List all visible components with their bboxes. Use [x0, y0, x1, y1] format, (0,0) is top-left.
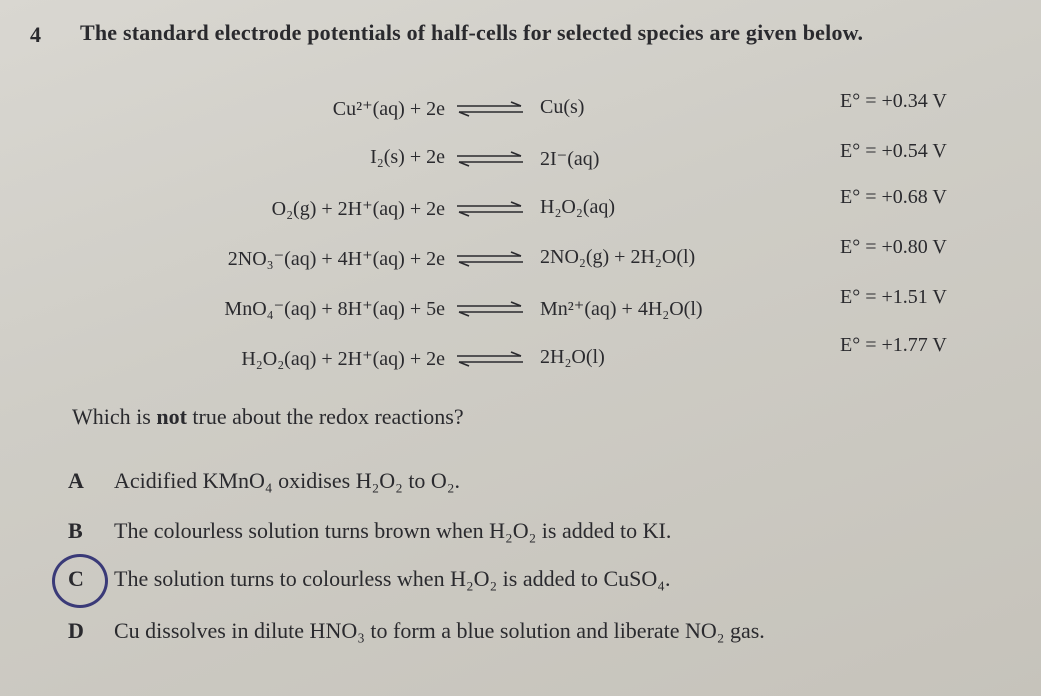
electrode-potential: E° = +0.68 V — [840, 186, 947, 208]
equilibrium-arrow-icon — [455, 201, 525, 217]
electrode-potential: E° = +0.80 V — [840, 236, 947, 258]
question-stem: The standard electrode potentials of half-cells for selected species are given below. — [80, 20, 864, 45]
option-text: The colourless solution turns brown when H₂O₂ is added to KI. — [114, 518, 672, 543]
option-text: The solution turns to colourless when H₂O₂ is added to CuSO₄. — [114, 566, 671, 591]
electrode-potential: E° = +0.54 V — [840, 140, 947, 162]
prompt-before: Which is — [72, 404, 157, 429]
option-text: Cu dissolves in dilute HNO₃ to form a blue solution and liberate NO₂ gas. — [114, 618, 765, 643]
half-cell-left: 2NO₃⁻(aq) + 4H⁺(aq) + 2e — [227, 248, 445, 270]
half-cell-left: MnO₄⁻(aq) + 8H⁺(aq) + 5e — [224, 298, 445, 320]
half-cell-right: 2H₂O(l) — [540, 346, 605, 368]
half-cell-left: I₂(s) + 2e — [370, 146, 445, 168]
equilibrium-arrow-icon — [455, 351, 525, 367]
prompt-after: true about the redox reactions? — [186, 404, 464, 429]
equilibrium-arrow-icon — [455, 151, 525, 167]
equilibrium-arrow-icon — [455, 251, 525, 267]
half-cell-right: 2NO₂(g) + 2H₂O(l) — [540, 246, 696, 268]
half-cell-right: Mn²⁺(aq) + 4H₂O(l) — [540, 298, 703, 320]
electrode-potential: E° = +1.77 V — [840, 334, 947, 356]
option-letter: B — [68, 518, 83, 543]
half-cell-left: O₂(g) + 2H⁺(aq) + 2e — [271, 198, 445, 220]
answer-option-d[interactable] — [68, 618, 765, 644]
half-cell-right: H₂O₂(aq) — [540, 196, 616, 218]
option-letter: D — [68, 618, 84, 643]
equilibrium-arrow-icon — [455, 101, 525, 117]
equilibrium-arrow-icon — [455, 301, 525, 317]
question-prompt — [72, 404, 464, 430]
answer-option-c[interactable] — [68, 566, 670, 592]
half-cell-right: Cu(s) — [540, 96, 585, 118]
option-text: Acidified KMnO₄ oxidises H₂O₂ to O₂. — [114, 468, 460, 493]
question-number: 4 — [30, 22, 41, 47]
electrode-potential: E° = +1.51 V — [840, 286, 947, 308]
answer-option-a[interactable] — [68, 468, 460, 494]
answer-option-b[interactable] — [68, 518, 671, 544]
option-letter: A — [68, 468, 84, 493]
electrode-potential: E° = +0.34 V — [840, 90, 947, 112]
option-letter: C — [68, 566, 84, 591]
prompt-emphasis: not — [156, 404, 187, 429]
half-cell-left: Cu²⁺(aq) + 2e — [332, 98, 445, 120]
half-cell-right: 2I⁻(aq) — [540, 148, 600, 170]
half-cell-left: H₂O₂(aq) + 2H⁺(aq) + 2e — [241, 348, 445, 370]
